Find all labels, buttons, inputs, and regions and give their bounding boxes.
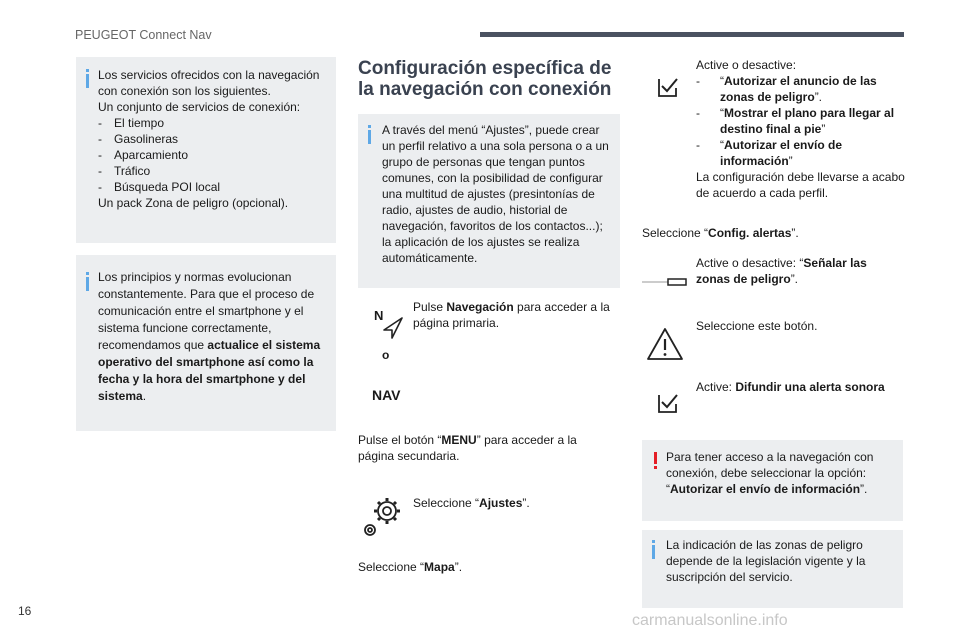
list-item: - Aparcamiento [98,148,189,162]
legislation-text: La indicación de las zonas de peligro depende de la legislación vigente y la suscripción del servicio. [666,538,866,584]
info-icon [368,130,371,144]
services-intro: Los servicios ofrecidos con la navegación con conexión son los siguientes. [98,68,320,98]
menu-step: Pulse el botón “MENU” para acceder a la página secundaria. [358,433,577,463]
info-note-services [76,57,336,243]
info-note-legislation [642,530,903,608]
list-item: - Búsqueda POI local [98,180,221,194]
running-header: PEUGEOT Connect Nav [75,28,212,42]
list-item: - “Autorizar el envío de información” [696,138,843,168]
warning-mark-icon [654,452,657,464]
settings-gears-icon [360,492,406,538]
services-lead: Un conjunto de servicios de conexión: [98,100,301,114]
checkbox-checked-icon [654,74,680,100]
section-title: Configuración específica de la navegación con conexión [358,58,612,100]
signal-step: Active o desactive: “Señalar las zonas de peligro”. [696,256,867,286]
list-item: - “Mostrar el plano para llegar al destino final a pie” [696,106,895,136]
checkbox-checked-icon [654,390,680,416]
nav-letter-n: N [374,308,384,323]
nav-label: NAV [372,387,401,403]
list-item: - “Autorizar el anuncio de las zonas de peligro”. [696,74,877,104]
header-bar [480,32,904,37]
info-icon [86,74,89,88]
warning-triangle-icon [645,326,685,362]
alerts-step: Seleccione “Config. alertas”. [642,226,799,240]
services-list [98,115,330,195]
settings-step: Seleccione “Ajustes”. [413,496,530,510]
page-number: 16 [18,604,32,618]
list-item: - Gasolineras [98,132,179,146]
info-icon [652,545,655,559]
sound-step: Active: Difundir una alerta sonora [696,380,885,394]
info-icon [86,277,89,291]
activate-outro: La configuración debe llevarse a acabo de acuerdo a cada perfil. [696,170,905,200]
standards-text: Los principios y normas evolucionan constantemente. Para que el proceso de comunicación entre el smartphone y el sistema funcione correctamente, recomendamos que actualice el sistema operativo del smartphone así como la fecha y la hora del smartphone y del sistema. [98,270,321,403]
activate-options [696,57,906,201]
warning-note [642,440,903,521]
toggle-switch-icon [640,275,690,289]
activate-list [696,73,906,169]
navigation-arrow-icon [378,312,408,342]
profiles-text: A través del menú “Ajustes”, puede crear un perfil relativo a una sola persona o a un grupo de personas que tengan puntos comunes, con la posibilidad de configurar una multitud de ajustes (presintonías de radio, ajustes de audio, historial de navegación, favoritos de los contactos...); la aplicación de los ajustes se realiza automáticamente. [382,123,609,265]
map-step: Seleccione “Mapa”. [358,560,463,574]
nav-letter-o: o [382,348,390,362]
nav-step: Pulse Navegación para acceder a la página primaria. [413,300,610,330]
activate-lead: Active o desactive: [696,58,797,72]
list-item: - Tráfico [98,164,151,178]
list-item: - El tiempo [98,116,165,130]
watermark: carmanualsonline.info [632,612,788,629]
info-note-profiles [358,114,620,288]
info-note-standards [76,255,336,431]
warning-step: Seleccione este botón. [696,319,818,333]
warning-note-text: Para tener acceso a la navegación con conexión, debe seleccionar la opción: “Autorizar el envío de información”. [666,450,874,496]
services-outro: Un pack Zona de peligro (opcional). [98,196,289,210]
